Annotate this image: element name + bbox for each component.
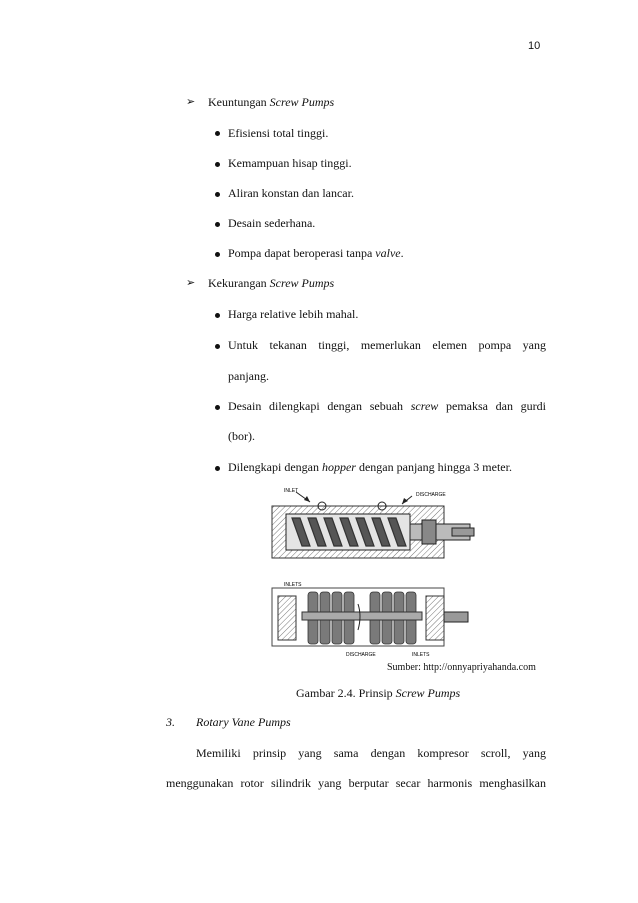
list-item-line: (bor). — [228, 429, 255, 443]
label-discharge-top: DISCHARGE — [416, 492, 446, 498]
bullet-icon — [215, 252, 220, 257]
section-heading-advantages: Keuntungan Screw Pumps — [208, 95, 335, 109]
bullet-icon — [215, 405, 220, 410]
bullet-icon — [215, 344, 220, 349]
label-inlets: INLETS — [284, 582, 302, 588]
page-number: 10 — [528, 40, 541, 52]
arrow-bullet-icon: ➢ — [186, 276, 196, 289]
pump-top-section — [272, 588, 468, 646]
bullet-icon — [215, 192, 220, 197]
bullet-icon — [215, 222, 220, 227]
pump-side-section — [272, 492, 474, 558]
figure-caption: Gambar 2.4. Prinsip Screw Pumps — [296, 686, 461, 700]
arrow-bullet-icon: ➢ — [186, 95, 196, 108]
list-item: Pompa dapat beroperasi tanpa valve. — [228, 246, 404, 260]
list-item: Kemampuan hisap tinggi. — [228, 156, 352, 170]
list-item: Efisiensi total tinggi. — [228, 126, 329, 140]
section-heading-disadvantages: Kekurangan Screw Pumps — [208, 276, 335, 290]
bullet-icon — [215, 131, 220, 136]
list-item: Desain sederhana. — [228, 216, 316, 230]
bullet-icon — [215, 162, 220, 167]
label-inlets-bottom: INLETS — [412, 652, 430, 658]
figure-source: Sumber: http://onnyapriyahanda.com — [387, 662, 536, 673]
subsection-number: 3. — [166, 715, 175, 729]
paragraph-line: Memiliki prinsip yang sama dengan kompresor scroll, yang — [196, 746, 546, 760]
list-item-line: Desain dilengkapi dengan sebuah screw pemaksa dan gurdi — [228, 399, 547, 413]
list-item: Dilengkapi dengan hopper dengan panjang hingga 3 meter. — [228, 460, 512, 474]
list-item-line: panjang. — [228, 369, 269, 383]
label-discharge-bottom: DISCHARGE — [346, 652, 376, 658]
screw-pump-diagram — [262, 484, 482, 662]
bullet-icon — [215, 313, 220, 318]
list-item-line: Untuk tekanan tinggi, memerlukan elemen pompa yang — [228, 338, 546, 352]
bullet-icon — [215, 466, 220, 471]
list-item: Harga relative lebih mahal. — [228, 307, 359, 321]
paragraph-line: menggunakan rotor silindrik yang berputar secar harmonis menghasilkan — [166, 776, 546, 790]
subsection-title: Rotary Vane Pumps — [196, 715, 291, 729]
list-item: Aliran konstan dan lancar. — [228, 186, 354, 200]
label-inlet: INLET — [284, 488, 299, 494]
